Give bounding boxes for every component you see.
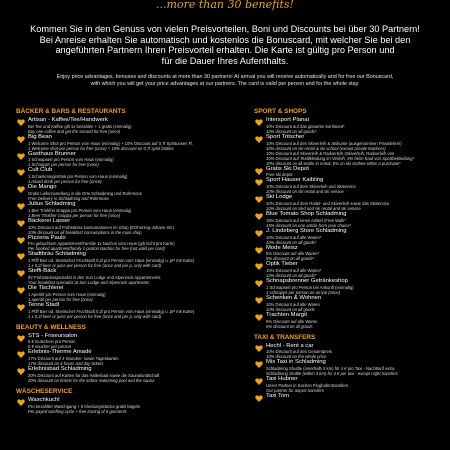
heart-icon [255,297,263,304]
partner-entry [254,194,444,211]
offer-line: 1 Schnapps per person for free (once) [28,162,99,168]
offer-line: 10% discount on all goods [266,306,315,312]
offer-line: Free ski depot [266,172,293,178]
partner-name: Cult Club [28,167,53,174]
offer-line: 5 € Gutschein pro Person [28,339,76,345]
offer-line: 15% discount on one article from your choice* [266,222,352,228]
heart-icon [255,119,263,126]
heart-icon [255,179,263,186]
heart-icon [17,253,25,260]
partner-name: Gratis Ski Depot [266,165,309,172]
partner-entry [254,117,444,134]
offer-line: 1 Bier Trinkfrei Grappa pro Person vom Haus (einmalig) [28,207,132,213]
partner-name: Gasthaus Brunner [28,150,76,157]
partner-entry [16,302,228,319]
offer-line: Buy one coffee and get the second for free (once) [28,128,121,134]
heart-icon [17,136,25,143]
partner-name: Tenne Stadl [28,301,60,308]
intro-line: Kommen Sie in den Genuss von vielen Preisvorteilen, Boni und Discounts bei über 30 Partnern! [30,24,420,34]
section-title: TAXI & TRANSFERS [254,333,316,341]
partner-entry [16,134,228,151]
partner-entry [254,177,444,194]
offer-line: 1 x 0,2l beer or juice per person for free (once and per p. only with card) [28,263,162,269]
partner-name: Die Tischlerei [28,284,64,291]
partner-entry [254,295,444,312]
heart-icon [255,136,263,143]
offer-line: 1 Pfiff Bier od. Steirischer Fruchtsaft 0,2l pro Person vom Haus (einmalig) u. pP mit Karte) [28,258,195,264]
partner-entry [16,184,228,201]
intro-german [6,24,444,66]
heart-icon [17,119,25,126]
offer-line: 10% Discount auf dem Skiverleih und Skiservice [266,184,356,190]
heart-icon [255,230,263,237]
partner-entry [16,349,228,366]
intro-english [10,74,440,88]
partner-entry [16,151,228,168]
partner-entry [16,251,228,268]
partner-entry [16,218,228,235]
offer-line: Your breakfast specialist at Sun Lodge and Alpenrock apartments [28,279,150,285]
partner-name: Schenken & Wohnen [266,294,322,301]
partner-entry [16,117,228,134]
partner-name: Trachten Margit [266,311,308,318]
heart-icon [255,361,263,368]
offer-line: 1 mixed drink per person for free (once) [28,179,102,185]
partner-name: Artisan - Kaffee/Tee/Handwerk [28,117,108,123]
offer-line: 17% discount on 4-hours and day tickets [28,361,104,367]
partner-entry [254,211,444,228]
partner-entry [254,166,444,178]
offer-line: Ihr Frühstücksspezialist in den Sun Lodge und Alpenrock Appartements [28,274,161,280]
offer-line: 10% discount on all goods* [266,239,317,245]
heart-icon [255,345,263,352]
partner-name: Erlebnisbad Schladming [28,366,92,373]
offer-line: 15% Discount auf einen Artikel (Free Walk* [266,217,346,223]
offer-line: 1 Schankmingetränk pro Person vom Haus (einmalig) [28,174,128,180]
offer-line: 5% Discount auf alle Waren [266,318,318,324]
partner-entry [254,278,444,295]
offer-line: 1 Welcome shot per person for free (once) + 10% discount on 0,7l spirit bottles [28,145,174,151]
heart-icon [255,395,263,402]
left-column [16,108,228,414]
offer-line: Per payed washing cycle + free ironing of 5 garments [28,408,127,414]
offer-line: Per booked apartment/family 1 portion Nachos for free (not valid per card) [28,246,165,252]
offer-line: 5% discount on all goods* [266,256,315,262]
partner-entry [16,235,228,252]
partner-name: Optik Tieber [266,261,298,268]
offer-line: 5% Discount auf alle Waren* [266,251,320,257]
offer-line: 1 Welcome Shot pro Person vom Haus (einmalig) + 10% Discount auf 0,7l Spirituosen Fl. [28,140,194,146]
offer-line: 10% Discount auf Frühstücks konsumationen im Shop (Erzherzog-Johann-Str.) [28,224,175,230]
heart-icon [17,304,25,311]
partner-name: Blue Tomato Shop Schladming [266,210,347,217]
heart-icon [17,287,25,294]
heart-icon [255,263,263,270]
partner-entry [254,343,444,360]
section-title: BÄCKER & BARS & RESTAURANTS [16,108,126,115]
partner-name: Intersport Planai [266,117,309,123]
offer-line: 10% Discount auf dem Rodel- und Skiverleih sowie das Skiservice [266,200,390,206]
offer-line: 20% discount on tickets for the indoor swimming pool and the sauna [28,377,155,383]
partner-name: Erlebnis-Therme Amadé [28,349,92,356]
partner-name: Die Mango [28,184,57,191]
offer-line: 10% discount on all goods* [266,273,317,279]
partner-entry [254,245,444,262]
partner-name: STS - Friseursalon [28,332,78,339]
partner-entry [254,376,444,393]
partner-name: Julius Schladming [28,200,76,207]
partner-entry [16,201,228,218]
partner-name: Hechl - Rent a car [266,342,314,349]
partner-name: J. Lindeberg Store Schladming [266,227,347,234]
offer-line: 1 aperitif per person for free (once) [28,296,93,302]
partner-entry [254,261,444,278]
offer-line: 10% discount on ski rental & ski school (except private teachers) [266,145,386,151]
section-title: BEAUTY & WELLNESS [16,323,86,331]
partner-name: Stadtbräu Schladming [28,251,86,258]
offer-line: 1 schnapps per person on arrival (once) [266,289,341,295]
offer-line: 10% Discount auf Textilkleidung im Verleih, 5% beim Kauf von Sportbekleidung* [266,155,415,161]
partner-entry [254,359,444,376]
offer-line: 10% discount on all goods* [266,128,317,134]
heart-icon [17,153,25,160]
offer-line: 5% discount on all goods [266,323,313,329]
offer-line: 10% Discount auf alle Waren* [266,268,322,274]
intro-line: für die Dauer Ihres Aufenthalts. [161,55,289,66]
partner-name: Pizzeria Paulo [28,234,66,241]
heart-icon [255,213,263,220]
heart-icon [17,351,25,358]
heart-icon [255,196,263,203]
partner-entry [254,228,444,245]
partner-entry [16,167,228,184]
partner-name: Taxi Tom [266,392,290,399]
partner-name: Ski Lodge [266,194,293,201]
partner-name: Steffi-Bäck [28,268,57,275]
offer-line: 10% Discount auf den Skiverleih & Skikurse (ausgenommen Privatlehrer) [266,140,402,146]
offer-line: 1 Schnapserl pro Person vom Haus (einmalig) [28,157,114,163]
partner-entry [16,268,228,285]
partner-name: Big Bean [28,133,52,140]
partner-entry [254,134,444,166]
section-title: SPORT & SHOPS [254,108,307,115]
partner-entry [16,333,228,350]
section-title: WÄSCHESERVICE [16,387,73,395]
offer-line: Pro gebuchtem Appartement/Familie 1x Nachos vom Haus (gilt nicht pro Karte) [28,241,175,247]
offer-line: 10% Discount auf das gesamte Sortiment* [266,123,345,129]
partner-entry [16,397,228,414]
offer-line: 10% Discount auf alle Waren* [266,234,322,240]
offer-line: 1 Aperitif pro Person vom Haus (einmalig) [28,291,106,297]
partner-name: Mix Taxi in Schladming [266,359,326,366]
offer-line: Unser Partner in Sachen Flughafentransfers [266,382,348,388]
offer-line: 17% Discount auf 4-Stunden- sowie Tageskarten [28,356,119,362]
offer-line: Our partner for airport transfers [266,387,324,393]
offer-line: 1 x 0,2l beer or juice per person for free (once and per p. only with card) [28,313,162,319]
heart-icon [17,270,25,277]
offer-line: 5 € voucher per person [28,344,72,350]
heart-icon [17,186,25,193]
partner-entry [254,312,444,329]
heart-icon [17,220,25,227]
heart-icon [17,368,25,375]
heart-icon [17,335,25,342]
heart-icon [17,237,25,244]
heart-icon [17,399,25,406]
partner-name: Taxi Hubner [266,376,298,383]
offer-line: 10% discount on sled and ski rental and ski service [266,205,361,211]
offer-line: 1 Schnapserl pro Person bei Ankunft (einmalig) [266,284,354,290]
partner-name: Sport Tritscher [266,133,305,140]
offer-line: 10% Discount auf den Gesamtpreis [266,349,332,355]
partner-entry [254,393,444,400]
intro-line: Enjoy price advantages, bonuses and discounts at more than 30 partners! At arrival you will receive automatically and for free our Bonuscard, [56,74,394,80]
offer-line: Gratis Lieferzustellung in die Orte Schladming und Rohrmoos [28,190,142,196]
offer-line: 10% Discount auf alle Waren [266,301,320,307]
offer-line: Pro bezahlter Waschgang + 5 Kleidungsstücke gratis bügeln [28,403,140,409]
offer-line: 10% discount on all textile in rental, 5% on ski clothes within a purchase* [266,160,401,166]
partner-name: Schnapsbrenner Getränkeshop [266,278,348,285]
intro-line: Bei Anreise erhalten Sie automatisch und kostenlos die Bonuscard, mit welcher Sie bei den [39,34,411,45]
offer-line: 1 Pfiff Bier od. Steirischer Fruchtsaft 0,2l pro Person vom Haus (einmalig) u. pP mit Karte) [28,308,195,314]
partner-entry [16,285,228,302]
offer-line: 20% Discount auf Karten für das Hallenbad sowie die Saunalandschaft [28,372,160,378]
partner-name: Waschkuchl [28,396,60,403]
heart-icon [17,169,25,176]
intro-line: angeführten Partnern Ihren Preisvorteil erhalten. Die Karte ist gültig pro Person und [55,45,395,56]
tagline: ...more than 30 benefits! [156,0,294,11]
offer-line: Schladming Shuttle (innerhalb 3 km) für 4 € pro Taxi - Nachttarif extra [266,366,395,372]
partner-entry [16,366,228,383]
heart-icon [255,378,263,385]
heart-icon [255,168,263,175]
partner-name: Bäckerei Lasser [28,217,71,224]
offer-line: Schladming shuttle (within 3 km) for 4 € per taxi - except night transfers [266,371,398,377]
offer-line: Bei Tee und Kaffee gilt 1x bezahlen + 1 gratis (einmalig) [28,123,132,129]
offer-line: 10% discount on ski rental and ski service [266,189,344,195]
heart-icon [17,203,25,210]
heart-icon [255,280,263,287]
offer-line: 10% discount on the whole price [266,354,327,360]
partner-name: Mode Meisz [266,244,298,251]
offer-line: 1 Beer Trinkfrei Grappa per person for free (once) [28,212,121,218]
right-column [254,108,444,400]
offer-line: Free Delivery in Schladming and Rohrmoos [28,195,109,201]
offer-line: 10% discount on all breakfast consumptions in the main shop [28,229,142,235]
partner-name: Sport Hauser Kaibling [266,177,324,184]
heart-icon [255,247,263,254]
intro-line: with which you will get your price advantages at our partners. The card is valid per person and for the whole stay. [90,81,360,88]
heart-icon [255,314,263,321]
offer-line: 10% Discount auf Skiverleih & Radverleih (Skiverleih, Radverleih von [266,150,395,156]
